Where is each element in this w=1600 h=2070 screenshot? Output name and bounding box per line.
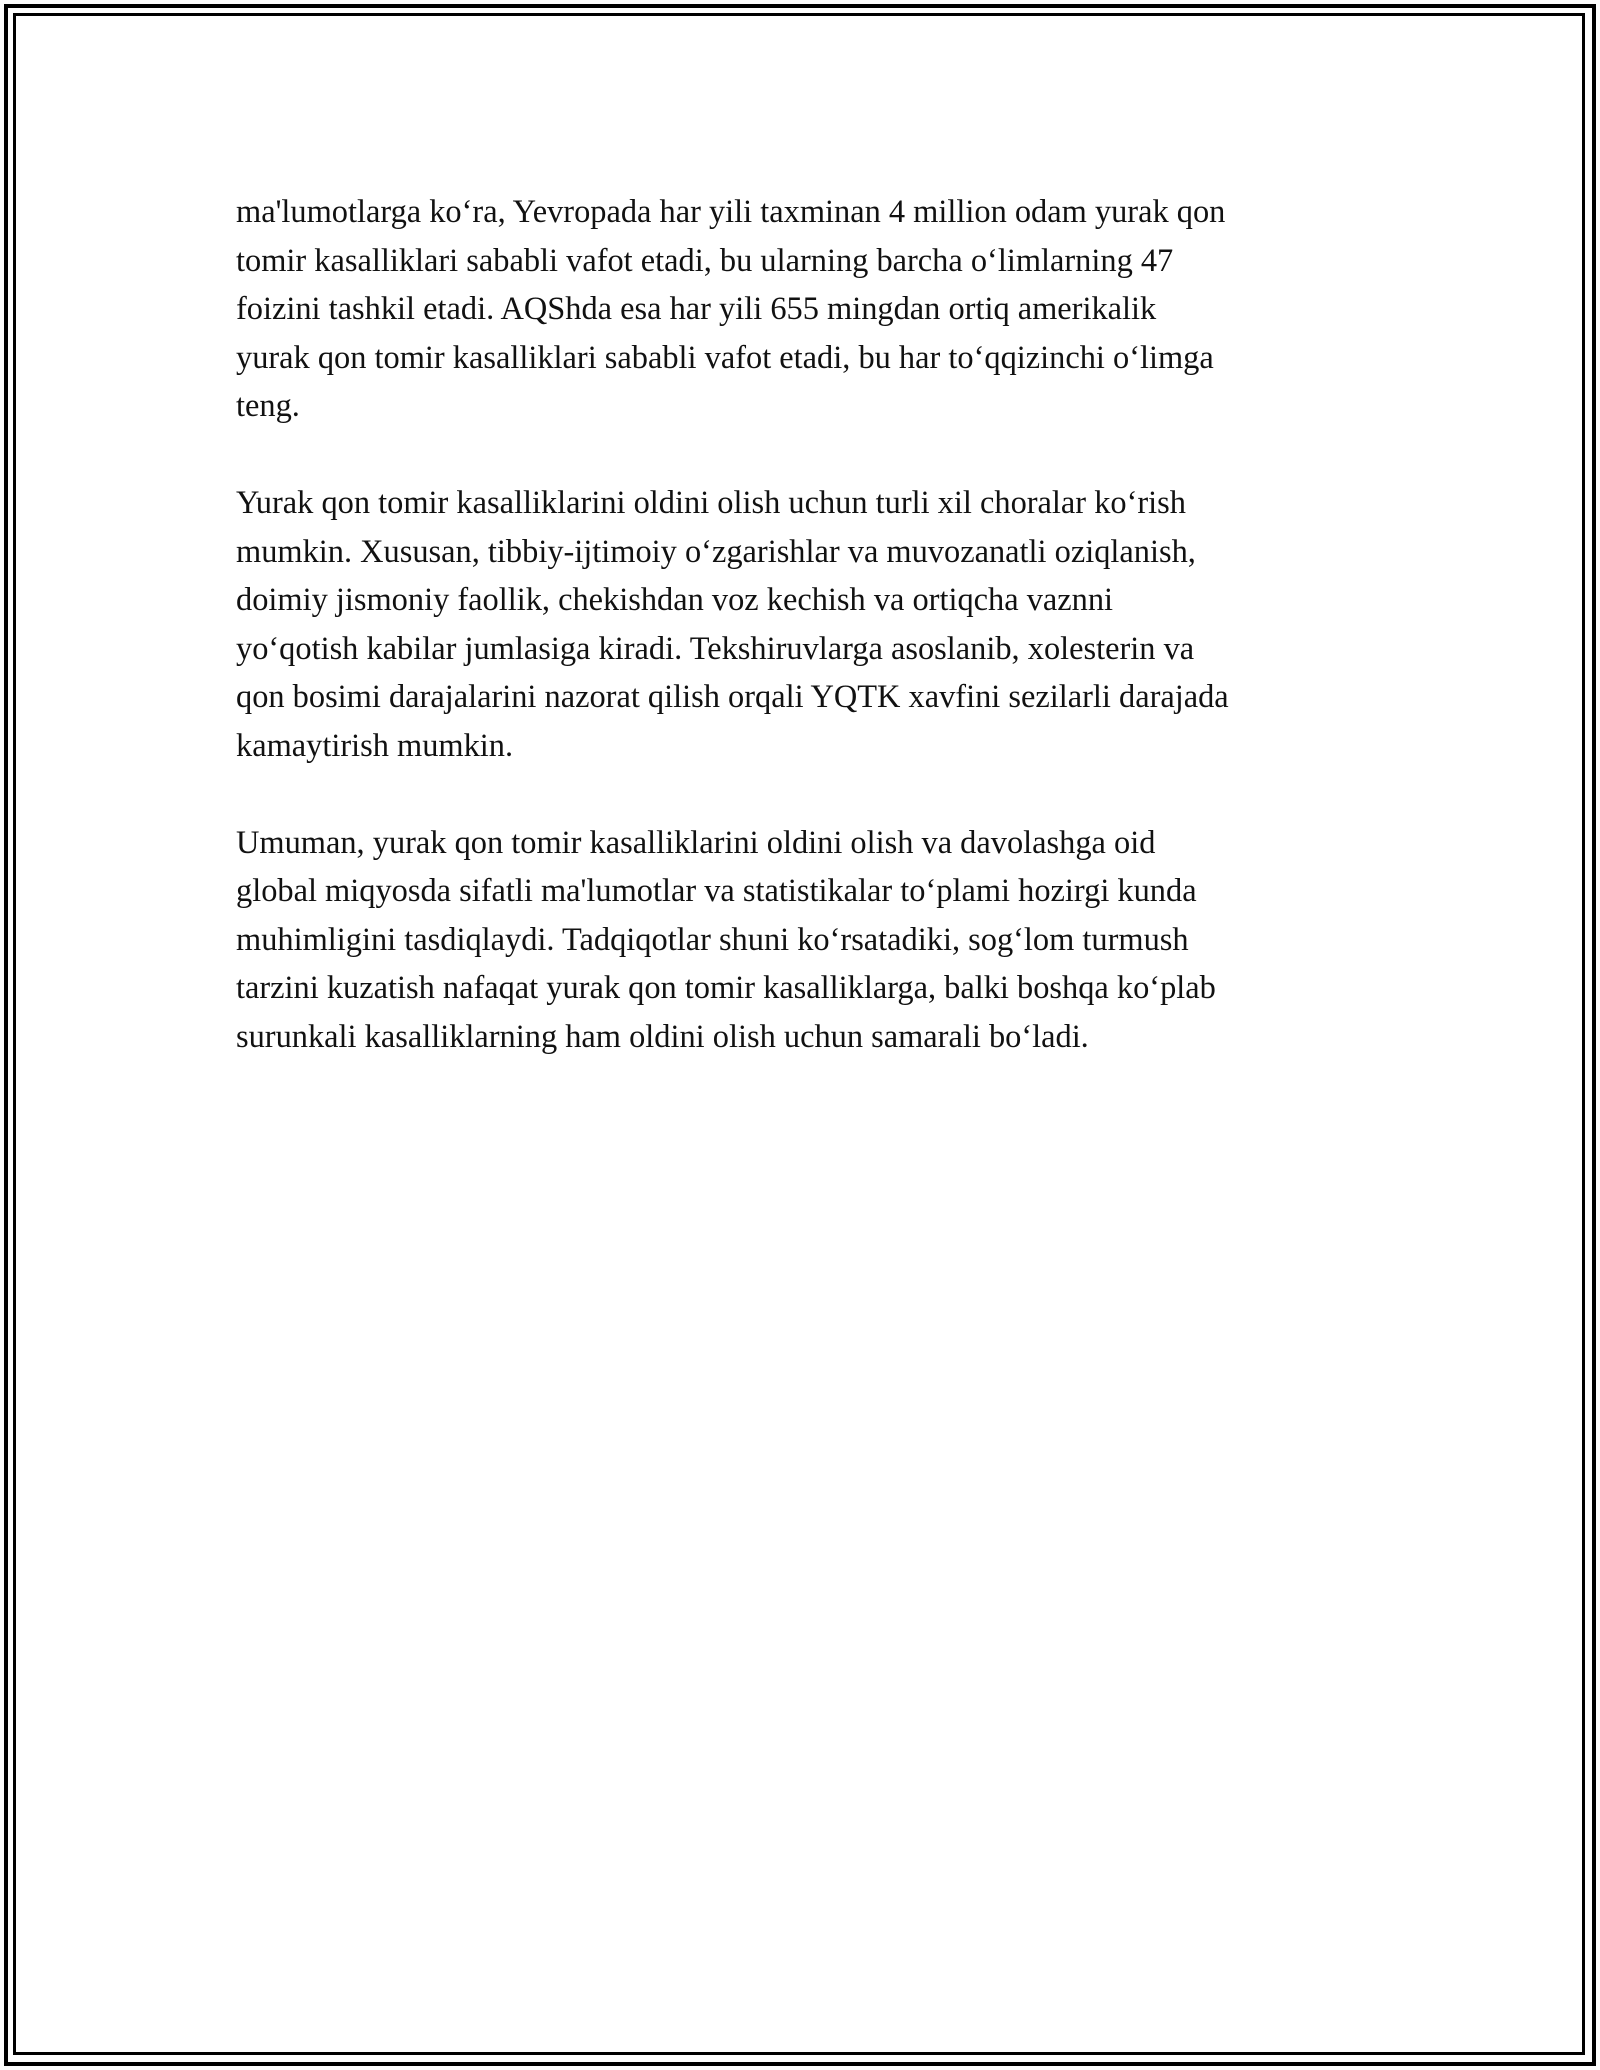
paragraph: Yurak qon tomir kasalliklarini oldini olish uchun turli xil choralar ko‘rish mumkin. Xususan, tibbiy-ijtimoiy o‘zgarishlar va muvozanatli oziqlanish, doimiy jismoniy faollik, chekishdan voz kechish va ortiqcha vaznni yo‘qotish kabilar jumlasiga kiradi. Tekshiruvlarga asoslanib, xolesterin va qon bosimi darajalarini nazorat qilish orqali YQTK xavfini sezilarli darajada kamaytirish mumkin.	[236, 485, 1229, 764]
paragraph: Umuman, yurak qon tomir kasalliklarini oldini olish va davolashga oid global miqyosda sifatli ma'lumotlar va statistikalar to‘plami hozirgi kunda muhimligini tasdiqlaydi. Tadqiqotlar shuni ko‘rsatadiki, sog‘lom turmush tarzini kuzatish nafaqat yurak qon tomir kasalliklarga, balki boshqa ko‘plab surunkali kasalliklarning ham oldini olish uchun samarali bo‘ladi.	[236, 824, 1216, 1055]
paragraph: ma'lumotlarga ko‘ra, Yevropada har yili taxminan 4 million odam yurak qon tomir kasalliklari sababli vafot etadi, bu ularning barcha o‘limlarning 47 foizini tashkil etadi. AQShda esa har yili 655 mingdan ortiq amerikalik yurak qon tomir kasalliklari sababli vafot etadi, bu har to‘qqizinchi o‘limga teng.	[236, 194, 1226, 424]
document-body	[236, 188, 1376, 1110]
